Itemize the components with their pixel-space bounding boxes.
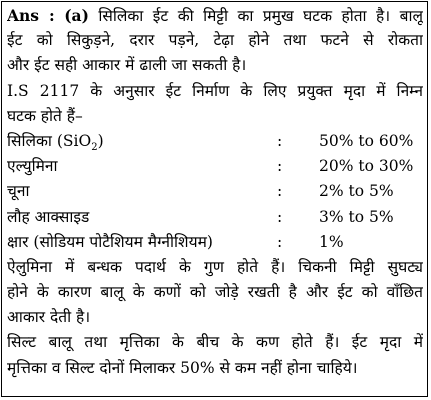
component-row [7, 230, 423, 255]
component-separator: : [277, 182, 283, 201]
intro-text-1: सिलिका ईट की मिट्टी का प्रमुख घटक होता है। बालू [98, 7, 423, 25]
alumina-line-3: आकार देती है। [7, 308, 91, 327]
component-value: 1% [319, 232, 344, 251]
component-value: 2% to 5% [319, 182, 394, 201]
alumina-line-1: ऐलुमिना में बन्धक पदार्थ के गुण होते हैं। चिकनी मिट्टी सुघट्य [7, 257, 423, 276]
component-name: एल्युमिना [7, 157, 58, 176]
component-name: चूना [7, 182, 30, 201]
answer-part: (a) [64, 6, 89, 25]
component-name: क्षार (सोडियम पोटैशियम मैग्नीशियम) [7, 232, 213, 251]
component-value: 3% to 5% [319, 207, 394, 226]
component-separator: : [277, 157, 283, 176]
intro-line-2: ईट को सिकुड़ने, दरार पड़ने, टेढ़ा होने तथा फटने से रोकता [7, 31, 423, 50]
silt-line-1: सिल्ट बालू तथा मृत्तिका के बीच के कण होते हैं। ईट मृदा में [7, 333, 423, 352]
answer-label: Ans : [7, 6, 55, 25]
standard-line-1: I.S 2117 के अनुसार ईट निर्माण के लिए प्रयुक्त मृदा में निम्न [7, 81, 423, 100]
component-row [7, 179, 423, 204]
component-row [7, 205, 423, 230]
component-row [7, 154, 423, 179]
component-separator: : [277, 131, 283, 150]
silt-line-2: मृत्तिका व सिल्ट दोनों मिलाकर 50% से कम नहीं होना चाहिये। [7, 358, 358, 377]
component-separator: : [277, 232, 283, 251]
component-name: सिलिका (SiO$_2$) [7, 131, 104, 154]
intro-line-1 [7, 3, 423, 28]
component-name: लौह आक्साइड [7, 207, 90, 226]
alumina-line-2: होने के कारण बालू के कणों को जोड़े रखती है और ईट को वाँछित [7, 283, 423, 302]
component-row [7, 129, 423, 154]
standard-line-2: घटक होते हैं– [7, 106, 83, 125]
answer-box [1, 1, 428, 397]
component-value: 20% to 30% [319, 157, 414, 176]
intro-line-3: और ईट सही आकार में ढाली जा सकती है। [7, 56, 247, 75]
component-value: 50% to 60% [319, 131, 414, 150]
components-table [7, 129, 423, 255]
component-separator: : [277, 207, 283, 226]
